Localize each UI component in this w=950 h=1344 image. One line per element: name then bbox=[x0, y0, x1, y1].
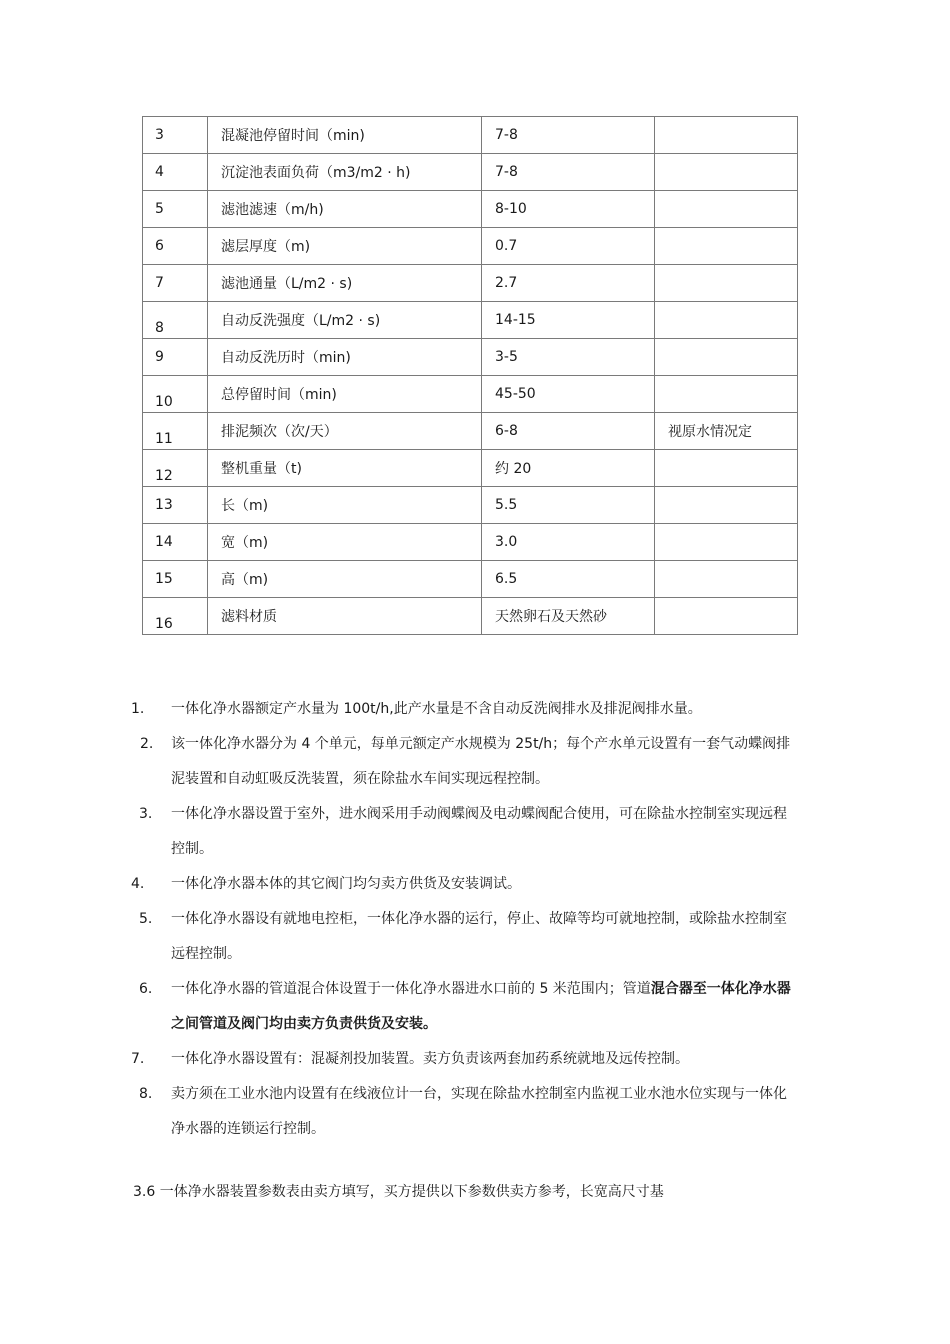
list-item-body bbox=[171, 1042, 797, 1077]
list-item bbox=[0, 692, 950, 727]
row-number-cell: 14 bbox=[143, 524, 208, 561]
row-number-cell: 12 bbox=[143, 450, 208, 487]
remark-cell bbox=[655, 302, 798, 339]
table-row bbox=[143, 302, 798, 339]
list-item bbox=[0, 1042, 950, 1077]
list-item-text: 一体化净水器设置于室外，进水阀采用手动阀蝶阀及电动蝶阀配合使用，可在除盐水控制室实现远程控制。 bbox=[171, 806, 787, 857]
row-number-cell: 10 bbox=[143, 376, 208, 413]
parameter-value-cell: 6.5 bbox=[482, 561, 655, 598]
list-item-text: 该一体化净水器分为 4 个单元，每单元额定产水规模为 25t/h；每个产水单元设置有一套气动蝶阀排泥装置和自动虹吸反洗装置，须在除盐水车间实现远程控制。 bbox=[171, 736, 791, 787]
remark-cell bbox=[655, 265, 798, 302]
section-3-6-heading: 3.6 一体净水器装置参数表由卖方填写，买方提供以下参数供卖方参考，长宽高尺寸基 bbox=[133, 1184, 664, 1200]
row-number-cell: 16 bbox=[143, 598, 208, 635]
parameter-value-cell: 7-8 bbox=[482, 117, 655, 154]
remark-cell bbox=[655, 117, 798, 154]
table-row bbox=[143, 376, 798, 413]
parameter-name-cell: 总停留时间（min) bbox=[208, 376, 482, 413]
parameter-value-cell: 0.7 bbox=[482, 228, 655, 265]
list-item-body bbox=[171, 727, 797, 797]
row-number-cell: 9 bbox=[143, 339, 208, 376]
list-item bbox=[0, 902, 950, 972]
row-number-cell: 3 bbox=[143, 117, 208, 154]
parameter-value-cell: 2.7 bbox=[482, 265, 655, 302]
parameter-value-cell: 14-15 bbox=[482, 302, 655, 339]
remark-cell bbox=[655, 376, 798, 413]
list-item-text: 卖方须在工业水池内设置有在线液位计一台，实现在除盐水控制室内监视工业水池水位实现与一体化净水器的连锁运行控制。 bbox=[171, 1086, 787, 1137]
remark-cell bbox=[655, 561, 798, 598]
list-item-body bbox=[171, 902, 797, 972]
remark-cell bbox=[655, 154, 798, 191]
row-number-cell: 15 bbox=[143, 561, 208, 598]
parameter-name-cell: 滤池滤速（m/h) bbox=[208, 191, 482, 228]
parameter-name-cell: 自动反洗强度（L/m2 · s) bbox=[208, 302, 482, 339]
row-number-cell: 6 bbox=[143, 228, 208, 265]
table-row bbox=[143, 228, 798, 265]
list-item-body bbox=[171, 797, 797, 867]
parameter-table-body bbox=[143, 117, 798, 635]
list-item bbox=[0, 867, 950, 902]
table-row bbox=[143, 561, 798, 598]
remark-cell bbox=[655, 191, 798, 228]
parameter-name-cell: 滤料材质 bbox=[208, 598, 482, 635]
list-item-body bbox=[171, 972, 797, 1042]
table-row bbox=[143, 191, 798, 228]
list-item-number: 3. bbox=[139, 806, 153, 822]
parameter-value-cell: 约 20 bbox=[482, 450, 655, 487]
list-item-number: 6. bbox=[139, 981, 153, 997]
parameter-value-cell: 8-10 bbox=[482, 191, 655, 228]
list-item-number: 7. bbox=[131, 1051, 145, 1067]
table-row bbox=[143, 154, 798, 191]
list-item-text: 一体化净水器设置有：混凝剂投加装置。卖方负责该两套加药系统就地及远传控制。 bbox=[171, 1051, 689, 1067]
remark-cell bbox=[655, 228, 798, 265]
parameter-table bbox=[142, 116, 798, 635]
list-item-number: 5. bbox=[139, 911, 153, 927]
row-number-cell: 13 bbox=[143, 487, 208, 524]
list-item-text: 一体化净水器本体的其它阀门均匀卖方供货及安装调试。 bbox=[171, 876, 521, 892]
parameter-name-cell: 整机重量（t) bbox=[208, 450, 482, 487]
parameter-name-cell: 滤层厚度（m) bbox=[208, 228, 482, 265]
row-number-cell: 4 bbox=[143, 154, 208, 191]
list-item bbox=[0, 1077, 950, 1147]
parameter-name-cell: 排泥频次（次/天） bbox=[208, 413, 482, 450]
list-item-number: 2. bbox=[140, 736, 154, 752]
list-item-number: 8. bbox=[139, 1086, 153, 1102]
notes-list bbox=[0, 692, 950, 1147]
table-row bbox=[143, 524, 798, 561]
parameter-name-cell: 宽（m) bbox=[208, 524, 482, 561]
table-row bbox=[143, 339, 798, 376]
remark-cell bbox=[655, 339, 798, 376]
parameter-value-cell: 6-8 bbox=[482, 413, 655, 450]
table-row bbox=[143, 117, 798, 154]
list-item-bold-text: 混合器至一体化净水器之间管道及阀门均由卖方负责供货及安装。 bbox=[171, 981, 791, 1032]
table-row bbox=[143, 598, 798, 635]
table-row bbox=[143, 413, 798, 450]
parameter-name-cell: 高（m) bbox=[208, 561, 482, 598]
parameter-value-cell: 3-5 bbox=[482, 339, 655, 376]
parameter-name-cell: 自动反洗历时（min) bbox=[208, 339, 482, 376]
row-number-cell: 7 bbox=[143, 265, 208, 302]
list-item-text: 一体化净水器设有就地电控柜，一体化净水器的运行，停止、故障等均可就地控制，或除盐水控制室远程控制。 bbox=[171, 911, 787, 962]
list-item-text: 一体化净水器的管道混合体设置于一体化净水器进水口前的 5 米范围内；管道 bbox=[171, 981, 651, 997]
remark-cell bbox=[655, 487, 798, 524]
parameter-value-cell: 5.5 bbox=[482, 487, 655, 524]
parameter-value-cell: 3.0 bbox=[482, 524, 655, 561]
remark-cell bbox=[655, 450, 798, 487]
list-item-number: 4. bbox=[131, 876, 145, 892]
table-row bbox=[143, 450, 798, 487]
parameter-name-cell: 长（m) bbox=[208, 487, 482, 524]
list-item bbox=[0, 727, 950, 797]
remark-cell bbox=[655, 598, 798, 635]
list-item-body bbox=[171, 692, 797, 727]
parameter-name-cell: 滤池通量（L/m2 · s) bbox=[208, 265, 482, 302]
row-number-cell: 11 bbox=[143, 413, 208, 450]
list-item bbox=[0, 797, 950, 867]
list-item-body bbox=[171, 867, 797, 902]
parameter-name-cell: 混凝池停留时间（min) bbox=[208, 117, 482, 154]
list-item-body bbox=[171, 1077, 797, 1147]
remark-cell bbox=[655, 524, 798, 561]
parameter-value-cell: 7-8 bbox=[482, 154, 655, 191]
list-item bbox=[0, 972, 950, 1042]
table-row bbox=[143, 265, 798, 302]
table-row bbox=[143, 487, 798, 524]
row-number-cell: 5 bbox=[143, 191, 208, 228]
list-item-number: 1. bbox=[131, 701, 145, 717]
list-item-text: 一体化净水器额定产水量为 100t/h,此产水量是不含自动反洗阀排水及排泥阀排水量。 bbox=[171, 701, 702, 717]
row-number-cell: 8 bbox=[143, 302, 208, 339]
parameter-value-cell: 天然卵石及天然砂 bbox=[482, 598, 655, 635]
remark-cell: 视原水情况定 bbox=[655, 413, 798, 450]
parameter-value-cell: 45-50 bbox=[482, 376, 655, 413]
parameter-name-cell: 沉淀池表面负荷（m3/m2 · h) bbox=[208, 154, 482, 191]
